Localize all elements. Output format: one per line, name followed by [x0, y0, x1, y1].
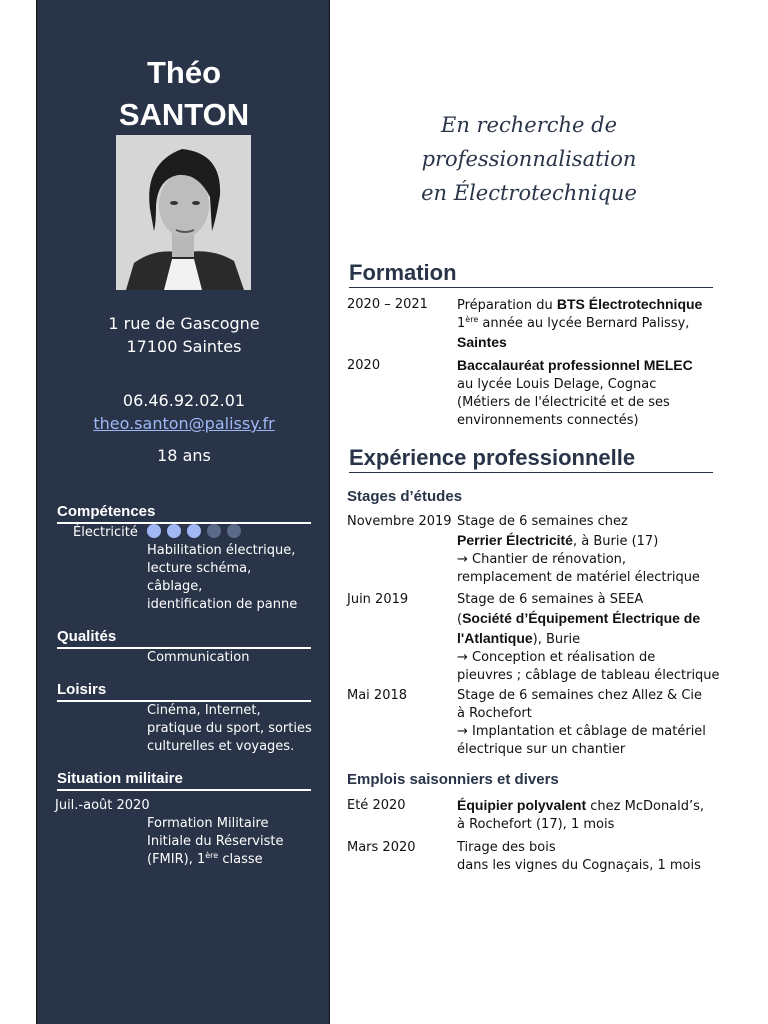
military-line: Formation Militaire [147, 816, 269, 831]
formation-title: Formation [349, 260, 713, 288]
hobby-line: pratique du sport, sorties [147, 721, 312, 736]
quality-item: Communication [147, 650, 250, 665]
first-name: Théo [146, 55, 222, 90]
qualities-title: Qualités [57, 628, 311, 649]
hobbies-text [147, 702, 327, 756]
hobby-line: culturelles et voyages. [147, 739, 295, 754]
skill-name: Électricité [73, 525, 138, 540]
email-link[interactable]: theo.santon@palissy.fr [93, 414, 275, 433]
sidebar [36, 0, 330, 1024]
skill-detail-line: lecture schéma, [147, 561, 252, 576]
job-date: Eté 2020 [347, 798, 406, 813]
internship-date: Mai 2018 [347, 688, 408, 703]
internship-entry: Stage de 6 semaines chez Allez & Cie à Rochefort → Implantation et câblage de matériel électrique sur un chantier [457, 688, 706, 757]
candidate-name [37, 52, 331, 136]
hobbies-title: Loisirs [57, 681, 311, 702]
hobby-line: Cinéma, Internet, [147, 703, 261, 718]
formation-entry: Préparation du BTS Électrotechnique 1ère année au lycée Bernard Palissy, Saintes [457, 296, 703, 350]
internship-entry: Stage de 6 semaines à SEEA (Société d’Équipement Électrique de l'Atlantique), Burie → Conception et réalisation de pieuvres ; câblage de tableau électrique [457, 592, 720, 683]
skill-dot-filled [147, 524, 161, 538]
internship-date: Novembre 2019 [347, 514, 452, 529]
formation-entry: Baccalauréat professionnel MELEC au lycée Louis Delage, Cognac (Métiers de l'électricité et de ses environnements connectés) [457, 357, 693, 428]
military-details [147, 815, 327, 869]
skill-details [147, 542, 327, 614]
address-line1: 1 rue de Gascogne [108, 314, 260, 333]
skill-level-dots [147, 524, 247, 538]
objective-line: professionnalisation [421, 147, 637, 171]
phone: 06.46.92.02.01 [122, 391, 246, 410]
skill-detail-line: Habilitation électrique, [147, 543, 296, 558]
military-date: Juil.-août 2020 [55, 798, 150, 813]
skills-title: Compétences [57, 503, 311, 524]
objective-line: en Électrotechnique [421, 181, 637, 205]
skill-dot-empty [227, 524, 241, 538]
portrait-image [116, 135, 251, 290]
age: 18 ans [157, 446, 211, 465]
job-date: Mars 2020 [347, 840, 416, 855]
skill-detail-line: identification de panne [147, 597, 298, 612]
skill-detail-line: câblage, [147, 579, 203, 594]
skill-dot-filled [167, 524, 181, 538]
experience-title: Expérience professionnelle [349, 445, 713, 473]
jobs-title: Emplois saisonniers et divers [347, 771, 559, 788]
skill-dot-filled [187, 524, 201, 538]
objective-line: En recherche de [440, 113, 617, 137]
address-line2: 17100 Saintes [126, 337, 242, 356]
internship-entry: Stage de 6 semaines chez Perrier Électricité, à Burie (17) → Chantier de rénovation, remplacement de matériel électrique [457, 514, 700, 585]
formation-date: 2020 – 2021 [347, 297, 428, 312]
address [37, 312, 331, 358]
military-title: Situation militaire [57, 770, 311, 791]
internship-date: Juin 2019 [347, 592, 409, 607]
internships-title: Stages d’études [347, 488, 463, 505]
military-line: Initiale du Réserviste [147, 834, 284, 849]
job-objective [410, 108, 648, 210]
last-name: SANTON [118, 97, 250, 132]
job-entry: Tirage des bois dans les vignes du Cognaçais, 1 mois [457, 840, 701, 873]
profile-photo [116, 135, 251, 290]
job-entry: Équipier polyvalent chez McDonald’s, à Rochefort (17), 1 mois [457, 797, 705, 832]
skill-dot-empty [207, 524, 221, 538]
formation-date: 2020 [347, 358, 381, 373]
military-line: (FMIR), 1ère classe [147, 851, 263, 867]
